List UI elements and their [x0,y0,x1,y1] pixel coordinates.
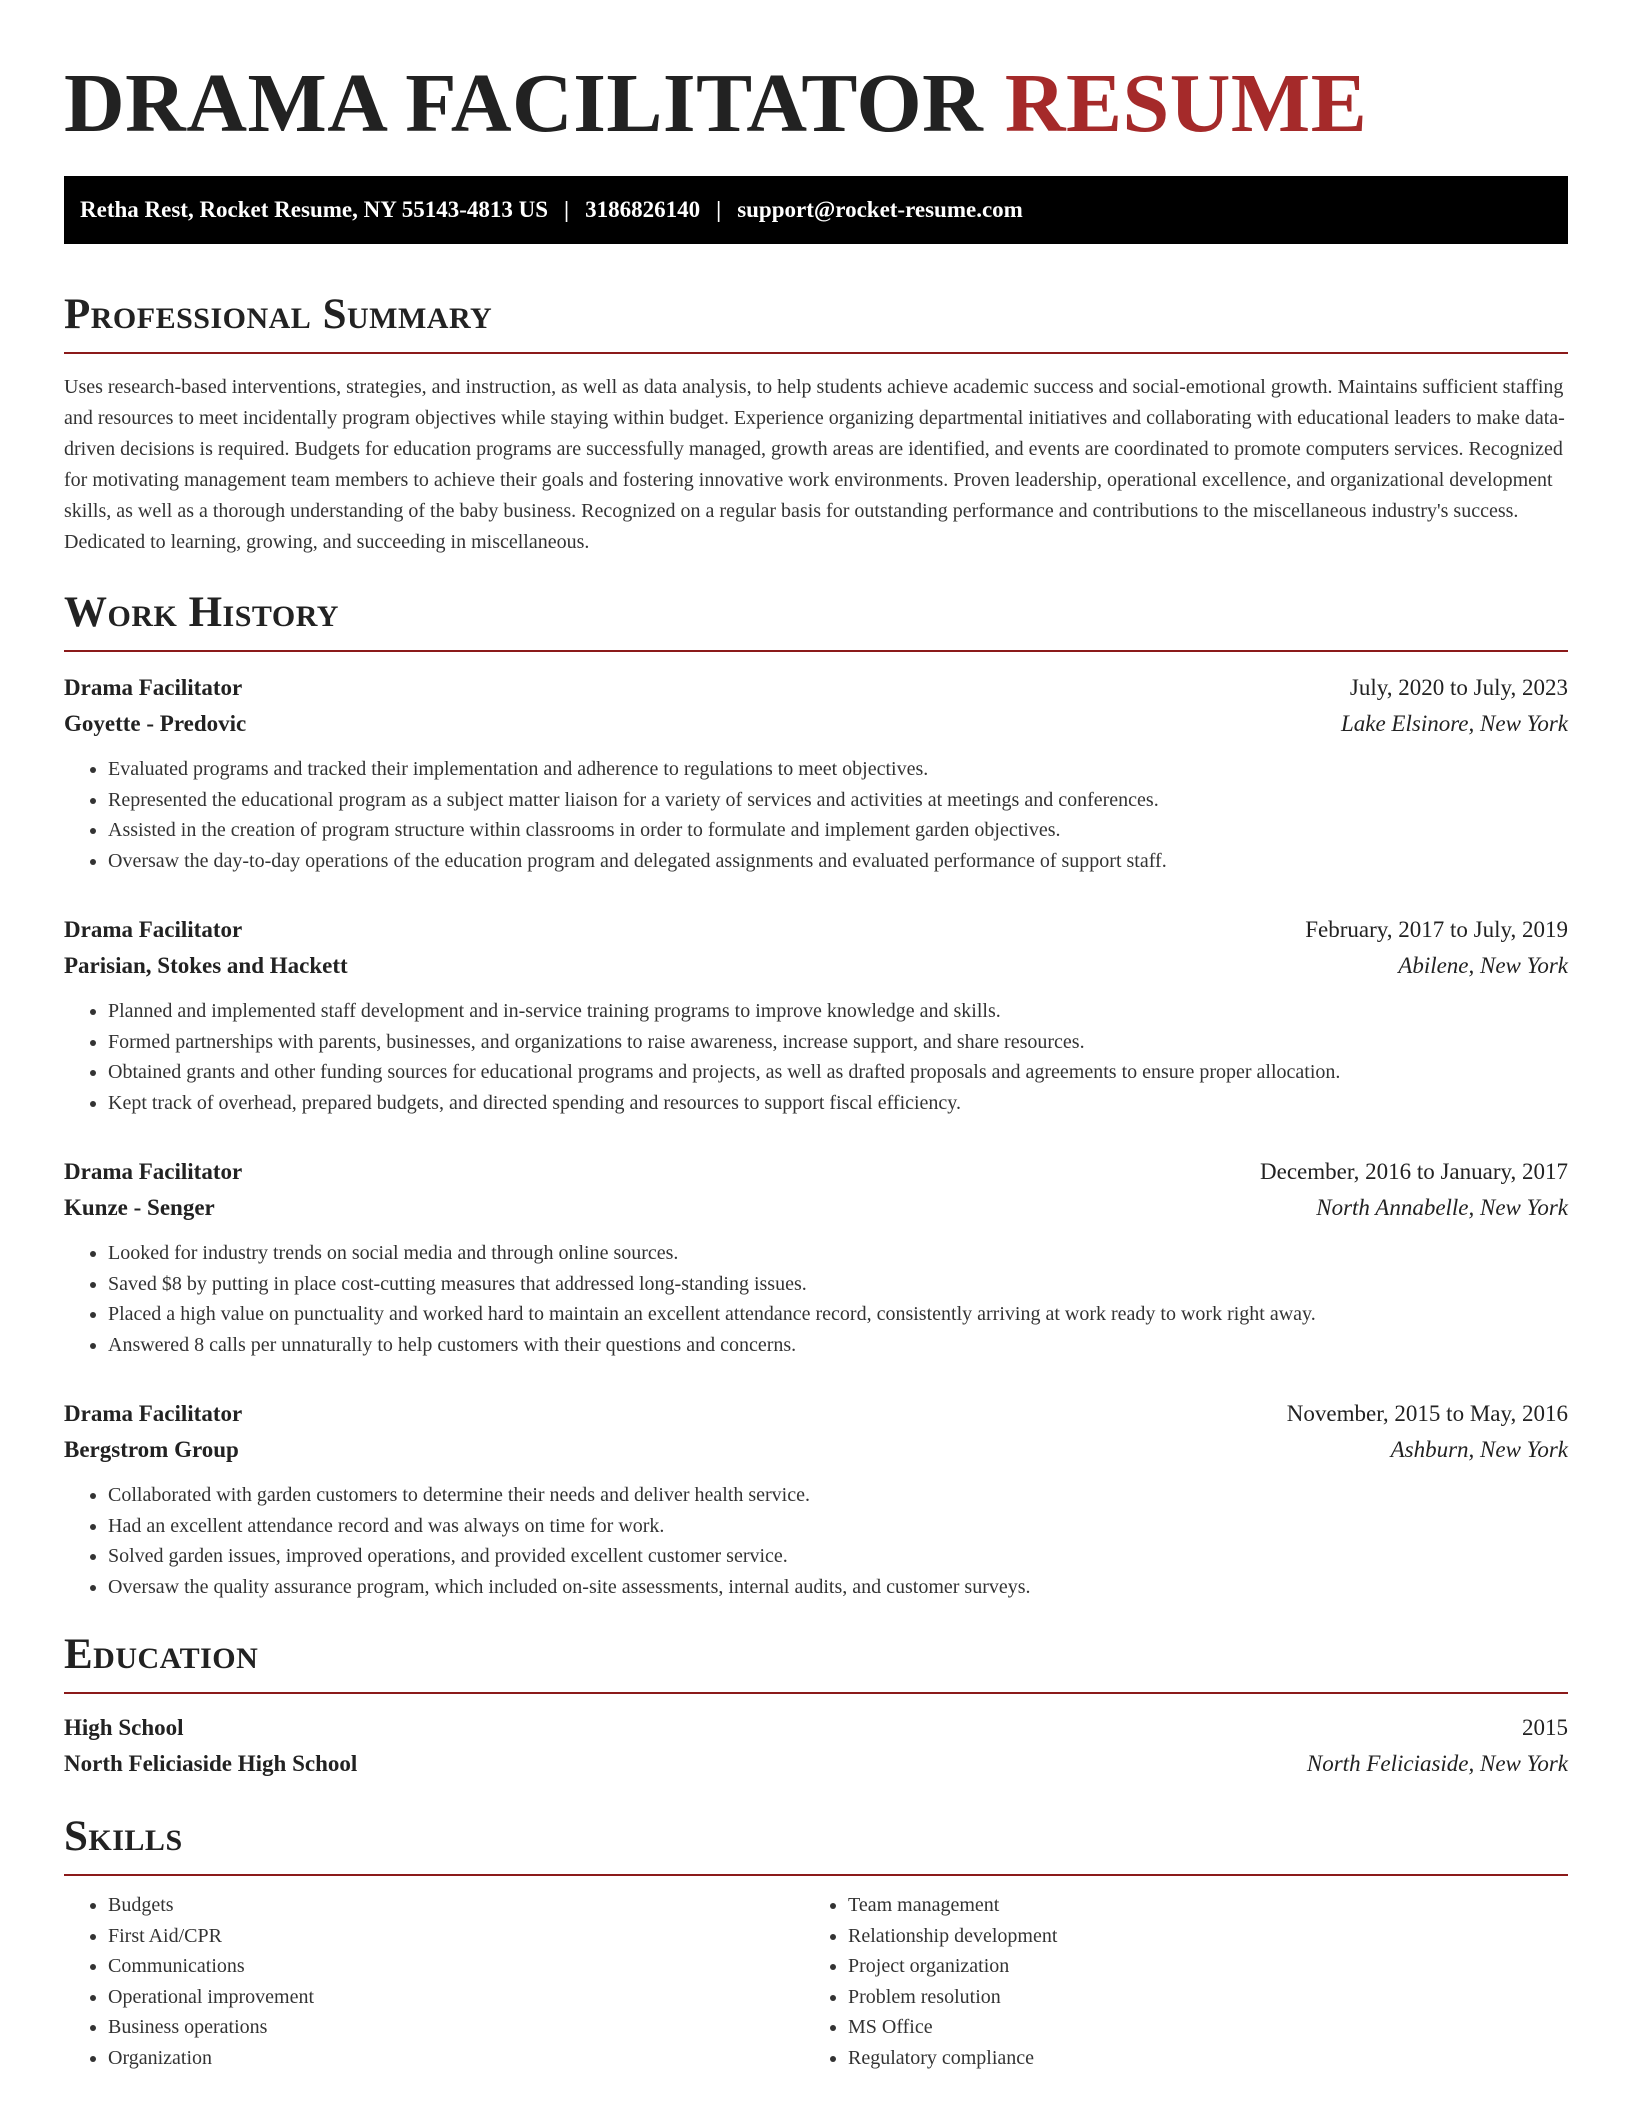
skill-item: • Communications [108,1951,804,1982]
job-bullet: • Planned and implemented staff development and in-service training programs to improve knowledge and skills. [108,996,1568,1027]
job-entry [64,912,1568,1118]
job-company-row [64,1190,1568,1226]
job-bullet: • Collaborated with garden customers to determine their needs and deliver health service. [108,1480,1568,1511]
section-divider [64,1874,1568,1876]
job-location: Abilene, New York [1398,953,1568,978]
skill-item: • Relationship development [848,1921,1544,1952]
section-title-education: Education [64,1631,259,1678]
job-company: Bergstrom Group [64,1437,239,1462]
education-location: North Feliciaside, New York [1306,1751,1568,1776]
job-bullets [64,1238,1568,1360]
job-company-row [64,1432,1568,1468]
job-dates: December, 2016 to January, 2017 [1260,1159,1568,1184]
job-bullets [64,996,1568,1118]
job-title: Drama Facilitator [64,1159,243,1184]
contact-separator: | [716,197,722,222]
skill-item: • Problem resolution [848,1982,1544,2013]
job-title: Drama Facilitator [64,917,243,942]
section-title-summary: Professional Summary [64,291,493,338]
job-bullet: • Formed partnerships with parents, businesses, and organizations to raise awareness, increase support, and share resources. [108,1027,1568,1058]
job-company-row [64,948,1568,984]
skill-item: • Budgets [108,1890,804,1921]
education-year: 2015 [1522,1715,1568,1740]
job-location: Lake Elsinore, New York [1340,711,1568,736]
contact-phone: 3186826140 [585,197,701,222]
education-degree: High School [64,1715,184,1740]
job-location: North Annabelle, New York [1316,1195,1568,1220]
skills-column-right [804,1890,1544,2073]
job-bullet: • Looked for industry trends on social media and through online sources. [108,1238,1568,1269]
title-accent: RESUME [1004,57,1368,150]
job-header-row [64,1154,1568,1190]
job-bullet: • Saved $8 by putting in place cost-cutting measures that addressed long-standing issues. [108,1269,1568,1300]
job-entry [64,670,1568,876]
job-bullet: • Kept track of overhead, prepared budgets, and directed spending and resources to support fiscal efficiency. [108,1088,1568,1119]
skill-item: • Operational improvement [108,1982,804,2013]
job-bullet: • Obtained grants and other funding sources for educational programs and projects, as well as drafted proposals and agreements to ensure proper allocation. [108,1057,1568,1088]
skills-column-left [64,1890,804,2073]
title-main: DRAMA FACILITATOR [64,57,984,150]
skill-item: • Regulatory compliance [848,2043,1544,2074]
contact-bar [64,176,1568,244]
job-title: Drama Facilitator [64,675,243,700]
skill-item: • MS Office [848,2012,1544,2043]
job-company-row [64,706,1568,742]
resume-title [64,56,1568,152]
job-bullet: • Placed a high value on punctuality and worked hard to maintain an excellent attendance record, consistently arriving at work ready to work right away. [108,1299,1568,1330]
education-school-row [64,1746,1568,1782]
skill-item: • Business operations [108,2012,804,2043]
education-entry [64,1710,1568,1782]
section-divider [64,1692,1568,1694]
job-bullet: • Evaluated programs and tracked their implementation and adherence to regulations to meet objectives. [108,754,1568,785]
job-dates: July, 2020 to July, 2023 [1349,675,1568,700]
skill-item: • Project organization [848,1951,1544,1982]
job-header-row [64,912,1568,948]
job-bullet: • Oversaw the day-to-day operations of the education program and delegated assignments and evaluated performance of support staff. [108,846,1568,877]
job-company: Parisian, Stokes and Hackett [64,953,348,978]
job-entry [64,1396,1568,1602]
job-bullet: • Assisted in the creation of program structure within classrooms in order to formulate and implement garden objectives. [108,815,1568,846]
education-header-row [64,1710,1568,1746]
contact-address: Retha Rest, Rocket Resume, NY 55143-4813 US [80,197,549,222]
job-bullets [64,1480,1568,1602]
job-header-row [64,670,1568,706]
job-title: Drama Facilitator [64,1401,243,1426]
job-dates: February, 2017 to July, 2019 [1305,917,1568,942]
job-bullet: • Solved garden issues, improved operations, and provided excellent customer service. [108,1541,1568,1572]
section-divider [64,650,1568,652]
job-bullet: • Oversaw the quality assurance program, which included on-site assessments, internal audits, and customer surveys. [108,1572,1568,1603]
summary-text: Uses research-based interventions, strategies, and instruction, as well as data analysis, to help students achieve academic success and social-emotional growth. Maintains sufficient staffing and resources to meet incidentally program objectives while staying within budget. Experience organizing departmental initiatives and collaborating with educational leaders to make data-driven decisions is required. Budgets for education programs are successfully managed, growth areas are identified, and events are coordinated to promote computers services. Recognized for motivating management team members to achieve their goals and fostering innovative work environments. Proven leadership, operational excellence, and organizational development skills, as well as a thorough understanding of the baby business. Recognized on a regular basis for outstanding performance and contributions to the miscellaneous industry's success. Dedicated to learning, growing, and succeeding in miscellaneous. [64,376,1565,553]
skill-item: • First Aid/CPR [108,1921,804,1952]
job-bullet: • Represented the educational program as a subject matter liaison for a variety of services and activities at meetings and conferences. [108,785,1568,816]
skill-item: • Team management [848,1890,1544,1921]
job-bullet: • Answered 8 calls per unnaturally to help customers with their questions and concerns. [108,1330,1568,1361]
section-divider [64,352,1568,354]
job-bullet: • Had an excellent attendance record and was always on time for work. [108,1511,1568,1542]
job-entry [64,1154,1568,1360]
section-title-skills: Skills [64,1813,183,1860]
skill-item: • Organization [108,2043,804,2074]
education-school: North Feliciaside High School [64,1751,358,1776]
job-dates: November, 2015 to May, 2016 [1286,1401,1568,1426]
job-location: Ashburn, New York [1390,1437,1568,1462]
job-bullets [64,754,1568,876]
section-title-work-history: Work History [64,589,339,636]
job-company: Goyette - Predovic [64,711,247,736]
skills-list [64,1890,1568,2073]
job-header-row [64,1396,1568,1432]
contact-email: support@rocket-resume.com [737,197,1023,222]
job-company: Kunze - Senger [64,1195,215,1220]
contact-separator: | [564,197,570,222]
